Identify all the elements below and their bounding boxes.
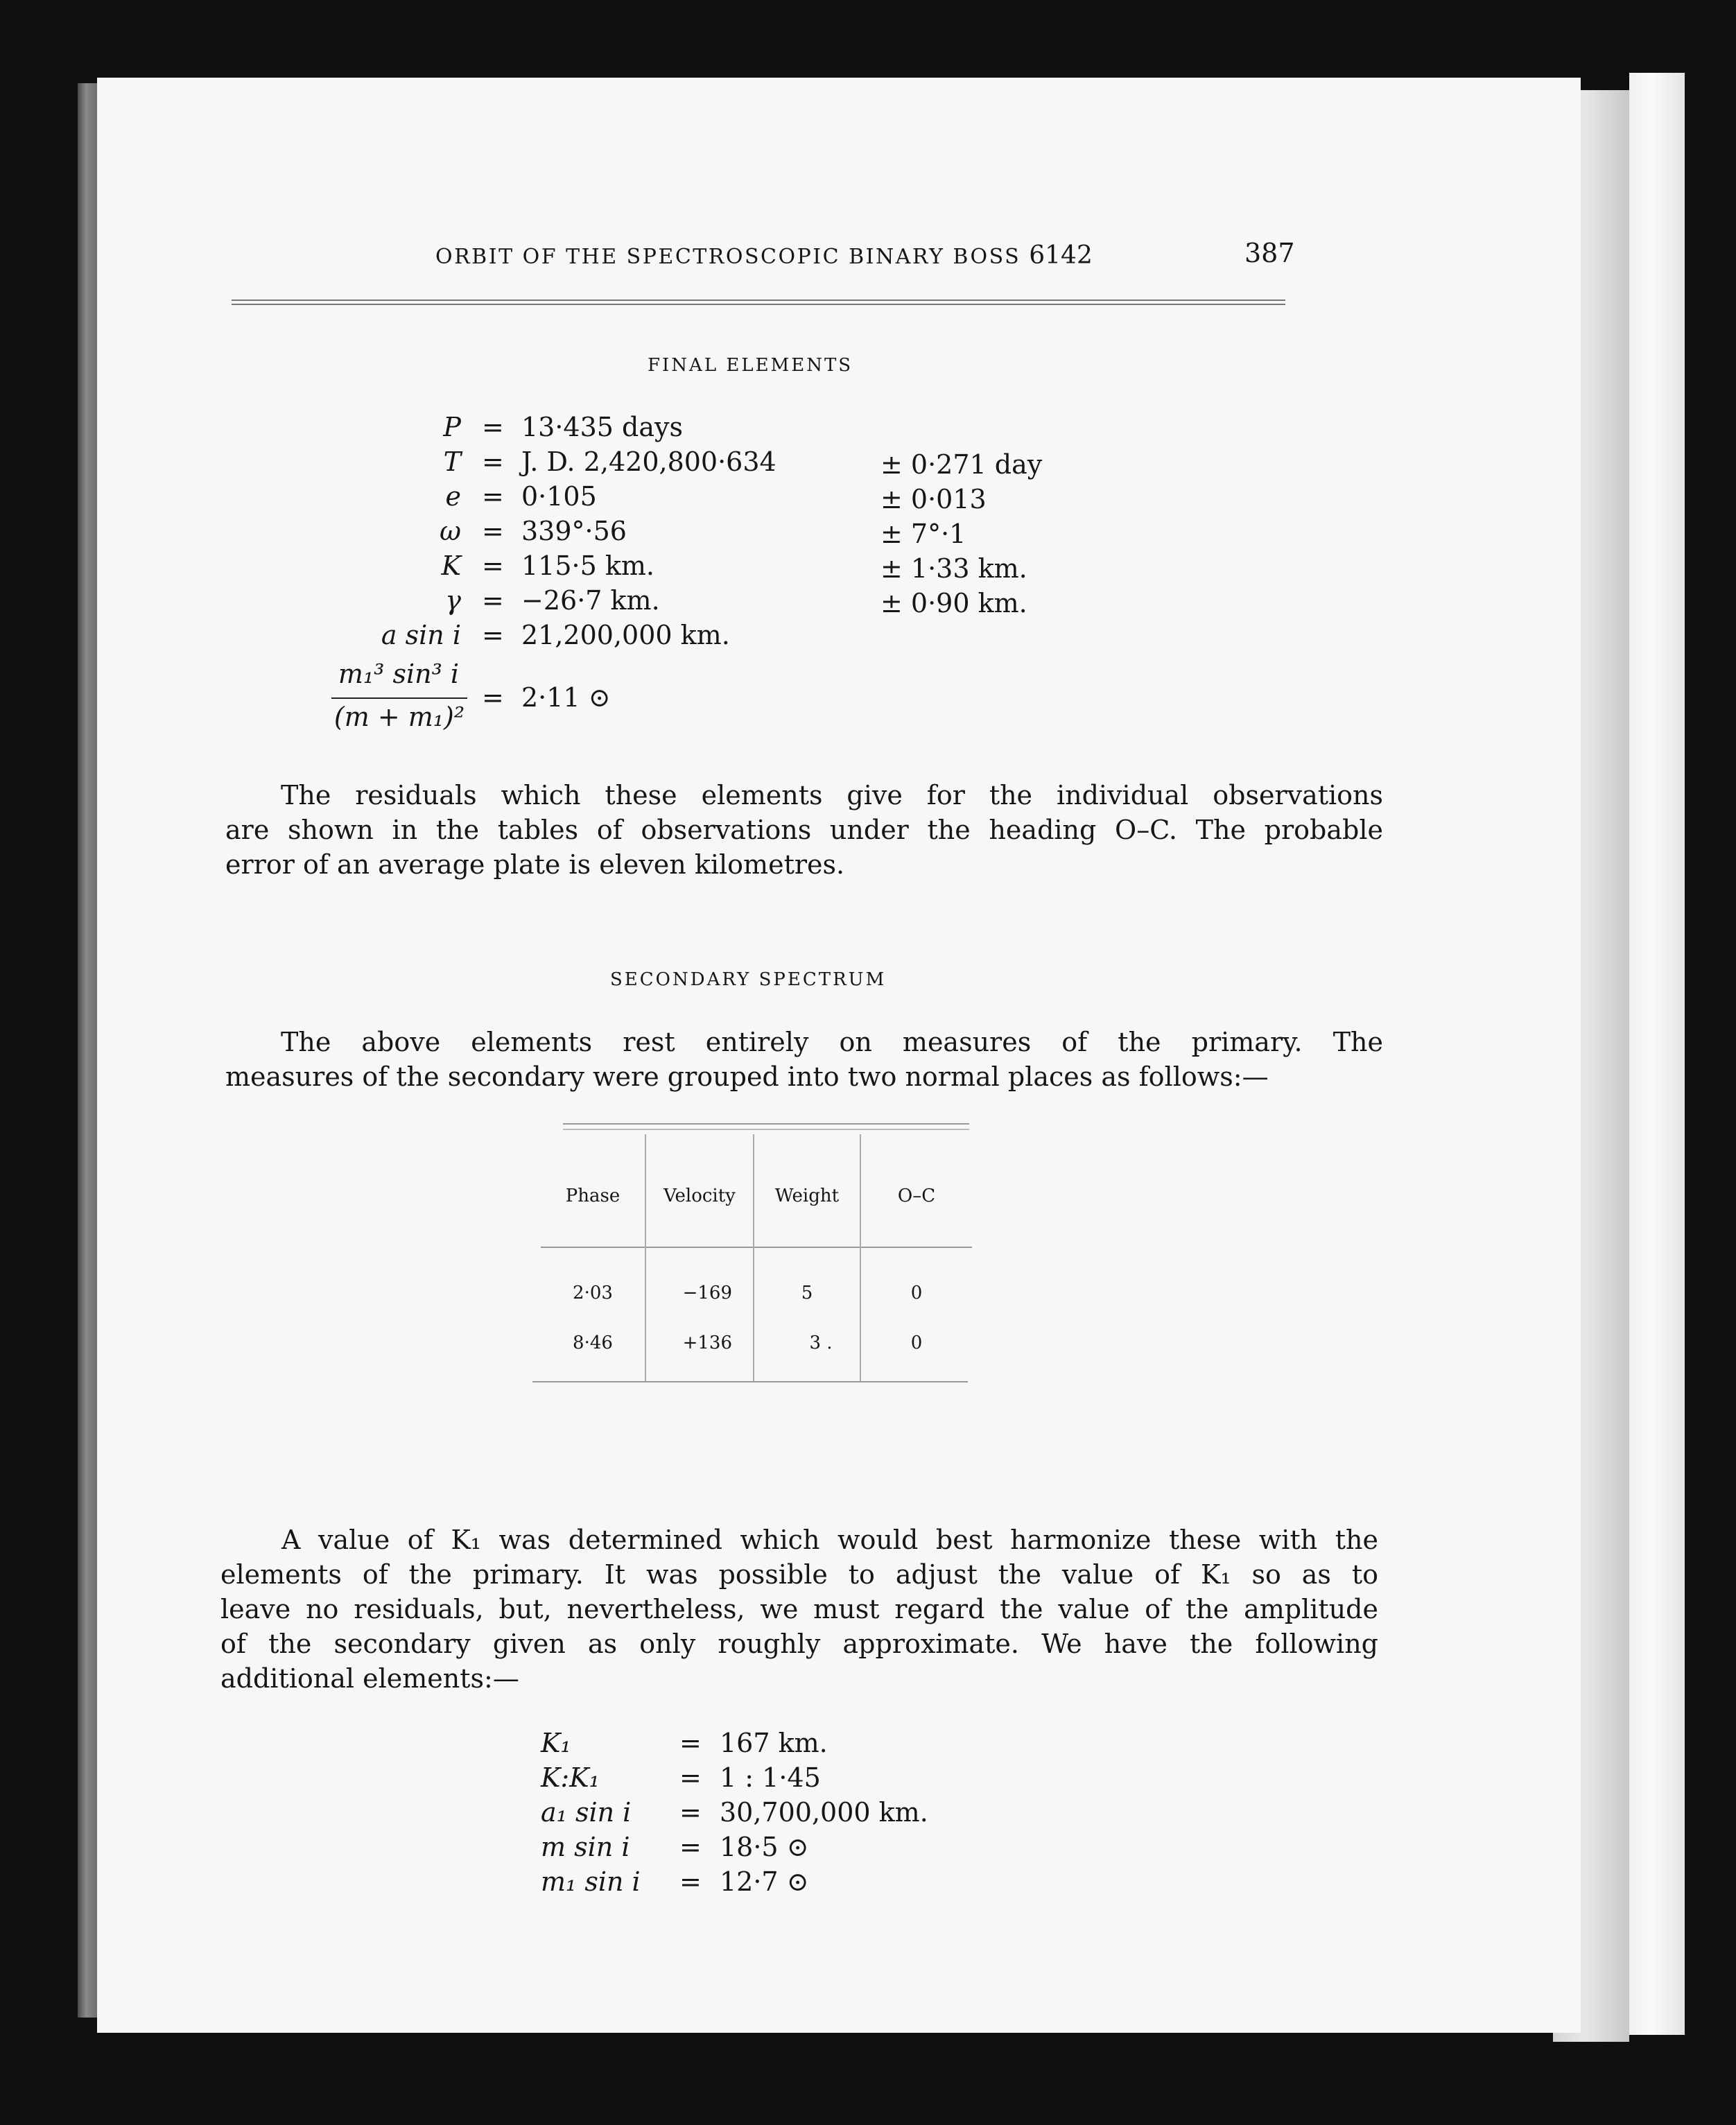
table-header-rule <box>541 1247 972 1248</box>
paragraph-line: The above elements rest entirely on measures of the primary. The <box>281 1027 1383 1057</box>
paragraph-line: measures of the secondary were grouped into two normal places as follows:— <box>225 1061 1269 1092</box>
element-error-e: ± 0·013 <box>880 484 987 514</box>
element-value-asini: 21,200,000 km. <box>521 620 730 650</box>
mass-function-value: 2·11 ⊙ <box>521 682 611 713</box>
element-error-T: ± 0·271 day <box>880 449 1043 480</box>
paragraph-line: additional elements:— <box>220 1663 519 1694</box>
running-title-text: ORBIT OF THE SPECTROSCOPIC BINARY BOSS <box>435 245 1021 269</box>
final-elements-heading: FINAL ELEMENTS <box>648 355 853 376</box>
additional-eq: = <box>679 1728 702 1758</box>
residuals-paragraph <box>225 778 1383 882</box>
mass-function-denominator: (m + m₁)² <box>333 702 465 732</box>
table-cell: 0 <box>910 1333 923 1353</box>
additional-value: 167 km. <box>720 1728 828 1758</box>
additional-symbol: m₁ sin i <box>541 1866 641 1897</box>
element-symbol-K: K <box>441 550 461 581</box>
additional-value: 18·5 ⊙ <box>720 1832 809 1862</box>
element-symbol-asini: a sin i <box>381 620 461 650</box>
boss-number: 6142 <box>1029 241 1093 270</box>
table-header-weight: Weight <box>774 1186 840 1206</box>
element-symbol-gamma: γ <box>445 585 461 616</box>
additional-eq: = <box>679 1762 702 1793</box>
paragraph-line: are shown in the tables of observations under the heading O–C. The probable <box>225 815 1383 845</box>
additional-symbol: K₁ <box>541 1728 571 1758</box>
table-bottom-rule <box>532 1381 968 1382</box>
paragraph-line: leave no residuals, but, nevertheless, we must regard the value of the amplitude <box>220 1594 1378 1624</box>
table-cell: 2·03 <box>573 1283 613 1303</box>
paragraph-line: error of an average plate is eleven kilometres. <box>225 849 845 880</box>
running-title <box>435 241 1093 270</box>
element-eq-asini: = <box>482 620 504 650</box>
element-value-omega: 339°·56 <box>521 516 627 546</box>
element-eq-K: = <box>482 550 504 581</box>
table-cell: 3 . <box>809 1333 833 1353</box>
secondary-spectrum-heading: SECONDARY SPECTRUM <box>610 969 887 990</box>
additional-value: 1 : 1·45 <box>720 1762 821 1793</box>
element-error-omega: ± 7°·1 <box>880 519 966 549</box>
additional-symbol: a₁ sin i <box>541 1797 632 1828</box>
book-right-edge-outer <box>1629 73 1685 2035</box>
table-cell: 8·46 <box>573 1333 613 1353</box>
element-value-K: 115·5 km. <box>521 550 655 581</box>
page <box>97 78 1581 2033</box>
additional-eq: = <box>679 1797 702 1828</box>
additional-symbol: m sin i <box>541 1832 630 1862</box>
element-eq-T: = <box>482 446 504 477</box>
mass-function-eq: = <box>482 682 504 713</box>
additional-eq: = <box>679 1832 702 1862</box>
table-cell: −169 <box>682 1283 732 1303</box>
table-top-rule-2 <box>563 1129 969 1130</box>
paragraph-line: The residuals which these elements give for the individual observations <box>281 780 1383 810</box>
header-rule <box>232 300 1285 305</box>
table-cell: 0 <box>910 1283 923 1303</box>
element-error-K: ± 1·33 km. <box>880 553 1027 584</box>
paragraph-line: elements of the primary. It was possible to adjust the value of K₁ so as to <box>220 1559 1378 1590</box>
additional-symbol: K:K₁ <box>541 1762 600 1793</box>
k1-paragraph <box>220 1523 1378 1696</box>
element-eq-omega: = <box>482 516 504 546</box>
table-header-oc: O–C <box>897 1186 936 1206</box>
page-number: 387 <box>1244 238 1295 268</box>
book-left-edge <box>78 83 98 2018</box>
element-symbol-T: T <box>443 446 461 477</box>
table-cell: 5 <box>801 1283 813 1303</box>
element-eq-gamma: = <box>482 585 504 616</box>
element-value-gamma: −26·7 km. <box>521 585 660 616</box>
element-value-e: 0·105 <box>521 481 597 512</box>
paragraph-line: A value of K₁ was determined which would best harmonize these with the <box>281 1525 1378 1555</box>
element-error-gamma: ± 0·90 km. <box>880 588 1027 618</box>
paragraph-line: of the secondary given as only roughly approximate. We have the following <box>220 1629 1378 1659</box>
element-symbol-omega: ω <box>440 516 461 546</box>
element-eq-P: = <box>482 412 504 442</box>
mass-function-fraction-bar <box>331 697 467 699</box>
element-value-P: 13·435 days <box>521 412 683 442</box>
table-header-phase: Phase <box>565 1186 620 1206</box>
secondary-paragraph <box>225 1025 1383 1094</box>
additional-eq: = <box>679 1866 702 1897</box>
additional-value: 12·7 ⊙ <box>720 1866 809 1897</box>
table-top-rule <box>563 1123 969 1125</box>
table-cell: +136 <box>682 1333 732 1353</box>
element-symbol-e: e <box>445 481 461 512</box>
additional-value: 30,700,000 km. <box>720 1797 928 1828</box>
mass-function-numerator: m₁³ sin³ i <box>338 659 460 689</box>
element-eq-e: = <box>482 481 504 512</box>
table-header-velocity: Velocity <box>663 1186 736 1206</box>
element-symbol-P: P <box>443 412 461 442</box>
element-value-T: J. D. 2,420,800·634 <box>521 446 776 477</box>
